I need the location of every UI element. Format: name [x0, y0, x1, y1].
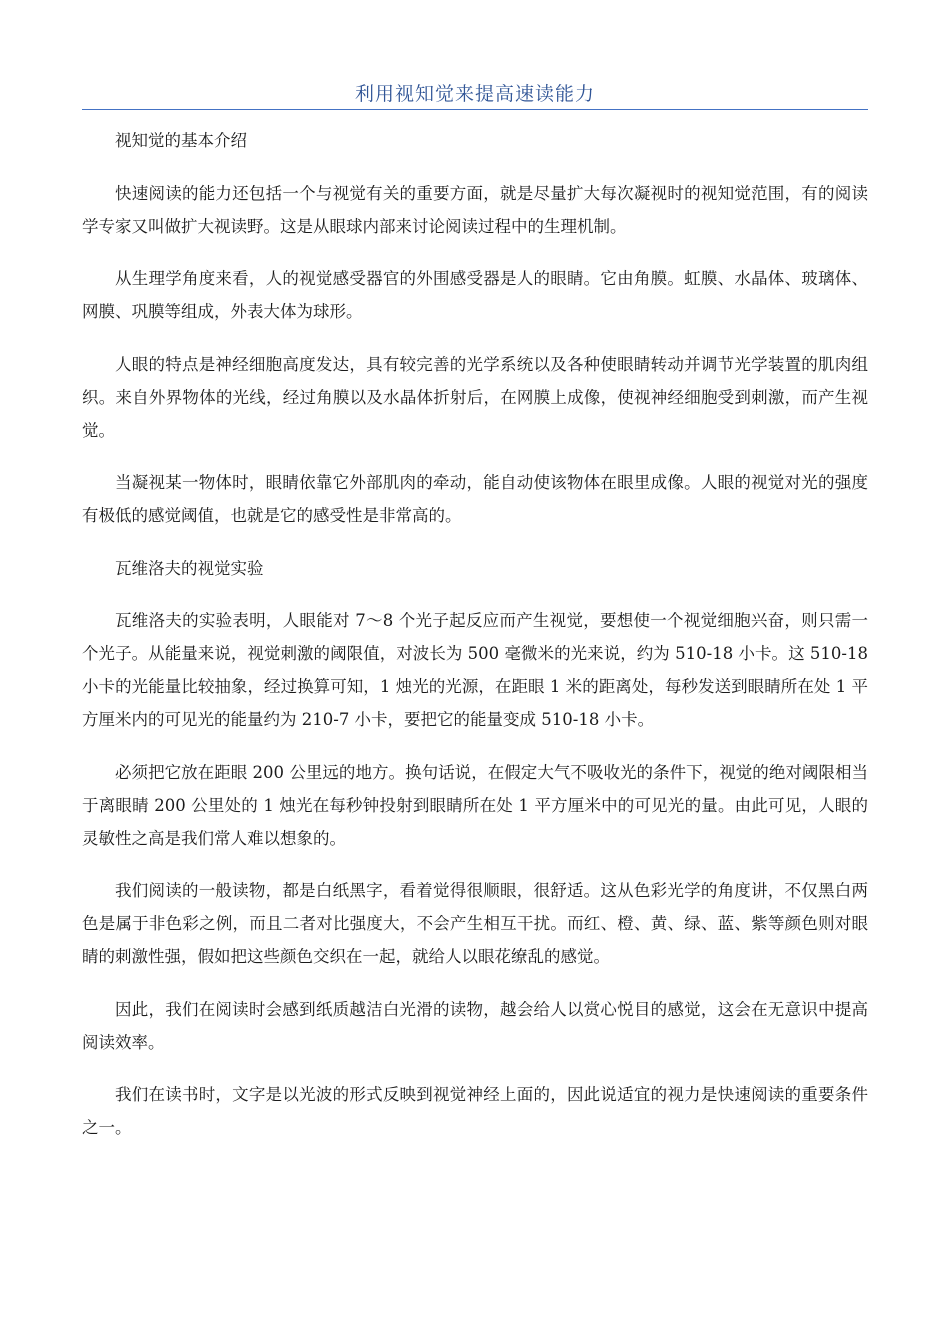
section-heading-visual-perception: 视知觉的基本介绍: [115, 131, 247, 150]
paragraph: 当凝视某一物体时，眼睛依靠它外部肌肉的牵动，能自动使该物体在眼里成像。人眼的视觉对光的强度有极低的感觉阈值，也就是它的感受性是非常高的。: [82, 473, 868, 525]
document-body: [82, 124, 868, 1164]
paragraph: 人眼的特点是神经细胞高度发达，具有较完善的光学系统以及各种使眼睛转动并调节光学装置的肌肉组织。来自外界物体的光线，经过角膜以及水晶体折射后，在网膜上成像，使视神经细胞受到刺激，而产生视觉。: [82, 354, 868, 440]
paragraph: 我们在读书时，文字是以光波的形式反映到视觉神经上面的，因此说适宜的视力是快速阅读的重要条件之一。: [82, 1085, 868, 1137]
paragraph: 因此，我们在阅读时会感到纸质越洁白光滑的读物，越会给人以赏心悦目的感觉，这会在无意识中提高阅读效率。: [82, 999, 868, 1052]
section-heading-vavilov-experiment: 瓦维洛夫的视觉实验: [115, 558, 264, 578]
paragraph: 瓦维洛夫的实验表明，人眼能对 7～8 个光子起反应而产生视觉，要想使一个视觉细胞兴奋，则只需一个光子。从能量来说，视觉刺激的阈限值，对波长为 500 毫微米的光来说，约为 510-18 小卡。这 510-18 小卡的光能量比较抽象，经过换算可知，1 烛光的光源，在距眼 1 米的距离处，每秒发送到眼睛所在处 1 平方厘米内的可见光的能量约为 210-7 小卡，要把它的能量变成 510-18 小卡。: [82, 611, 868, 729]
paragraph: 我们阅读的一般读物，都是白纸黑字，看着觉得很顺眼，很舒适。这从色彩光学的角度讲，不仅黑白两色是属于非色彩之例，而且二者对比强度大，不会产生相互干扰。而红、橙、黄、绿、蓝、紫等颜色则对眼睛的刺激性强，假如把这些颜色交织在一起，就给人以眼花缭乱的感觉。: [82, 881, 868, 966]
paragraph: 快速阅读的能力还包括一个与视觉有关的重要方面，就是尽量扩大每次凝视时的视知觉范围，有的阅读学专家又叫做扩大视读野。这是从眼球内部来讨论阅读过程中的生理机制。: [82, 183, 868, 236]
document-title: 利用视知觉来提高速读能力: [354, 83, 595, 105]
title-underline: [82, 109, 868, 110]
paragraph: 必须把它放在距眼 200 公里远的地方。换句话说，在假定大气不吸收光的条件下，视觉的绝对阈限相当于离眼睛 200 公里处的 1 烛光在每秒钟投射到眼睛所在处 1 平方厘米中的可见光的量。由此可见，人眼的灵敏性之高是我们常人难以想象的。: [82, 762, 868, 848]
paragraph: 从生理学角度来看，人的视觉感受器官的外围感受器是人的眼睛。它由角膜。虹膜、水晶体、玻璃体、网膜、巩膜等组成，外表大体为球形。: [82, 269, 868, 321]
